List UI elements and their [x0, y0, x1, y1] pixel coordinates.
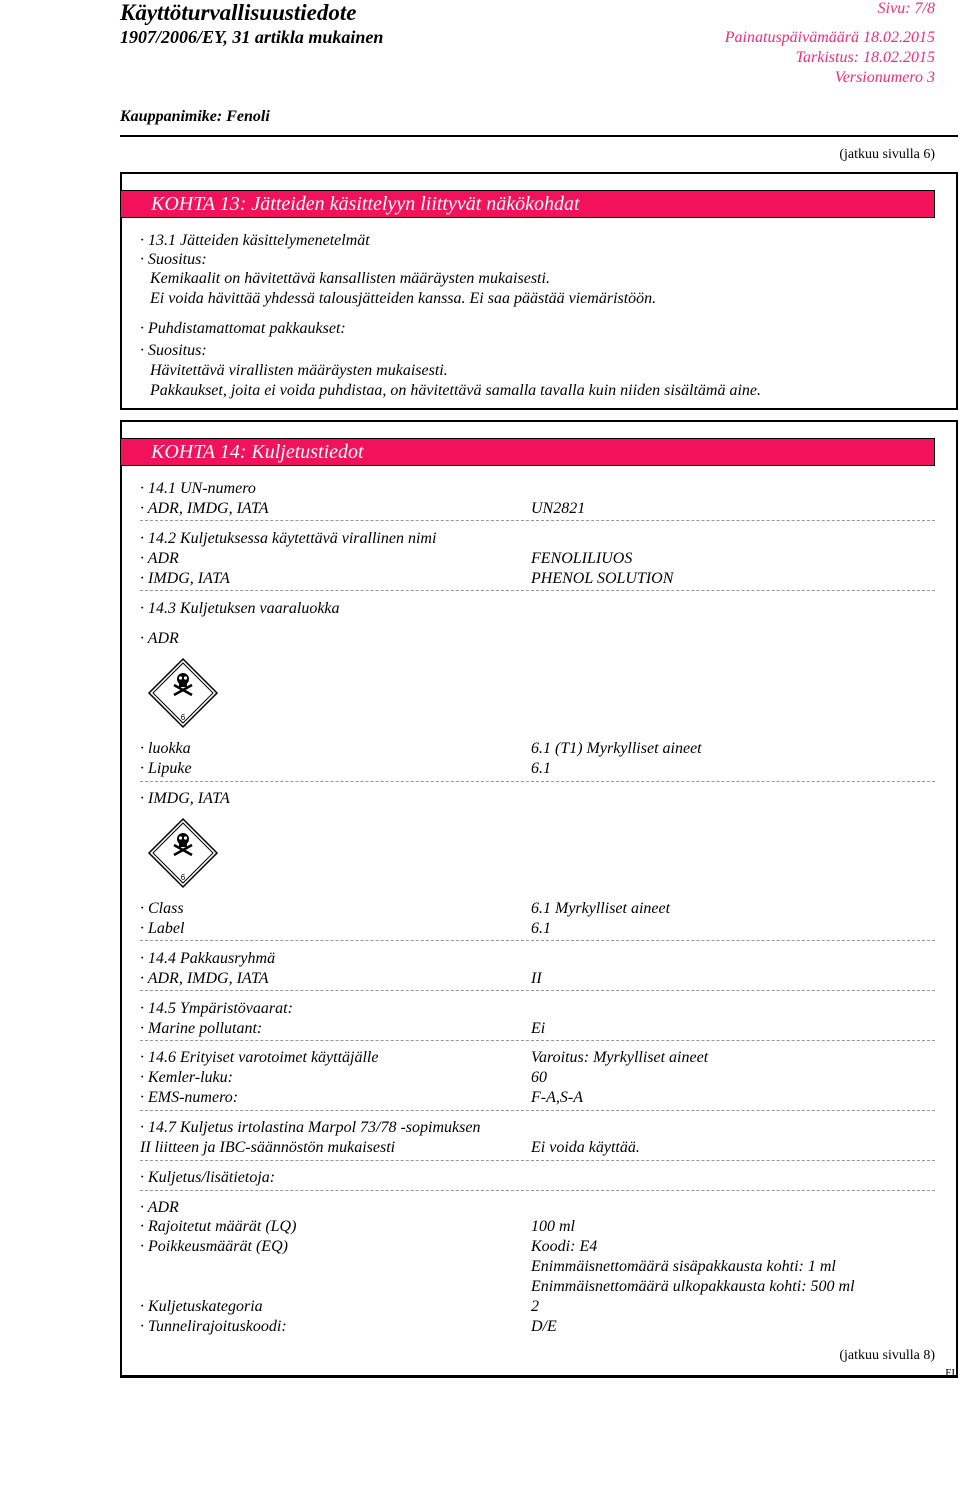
ems-value: F-A,S-A [531, 1089, 583, 1106]
hazard-class-heading: · 14.3 Kuljetuksen vaaraluokka [140, 600, 340, 617]
marine-pollutant-value: Ei [531, 1020, 546, 1037]
excepted-inner-max: Enimmäisnettomäärä sisäpakkausta kohti: 1 ml [531, 1258, 836, 1275]
continued-to: (jatkuu sivulla 8) [839, 1348, 935, 1363]
limited-quantities-label: · Rajoitetut määrät (LQ) [140, 1218, 297, 1235]
document-title: Käyttöturvallisuustiedote [120, 0, 357, 25]
divider [140, 1160, 935, 1161]
transport-category-label: · Kuljetuskategoria [140, 1298, 263, 1315]
section-14-header [120, 438, 935, 466]
divider [140, 1110, 935, 1111]
divider [140, 990, 935, 991]
imdg-label-label: · Label [140, 920, 185, 937]
transport-additional-heading: · Kuljetus/lisätietoja: [140, 1169, 276, 1186]
environmental-hazards-heading: · 14.5 Ympäristövaarat: [140, 1000, 293, 1017]
packing-group-heading: · 14.4 Pakkausryhmä [140, 950, 276, 967]
divider [140, 1190, 935, 1191]
footer-rule [120, 1376, 958, 1378]
recommendation-label: · Suositus: [140, 251, 207, 268]
continued-from: (jatkuu sivulla 6) [839, 147, 935, 162]
page-number: Sivu: 7/8 [877, 0, 935, 17]
imdg-class-label: · Class [140, 900, 184, 917]
waste-text-1: Kemikaalit on hävitettävä kansallisten määräysten mukaisesti. [150, 270, 550, 287]
imdg-label-value: 6.1 [531, 920, 551, 937]
bulk-transport-value: Ei voida käyttää. [531, 1139, 640, 1156]
section-13-header [120, 190, 935, 218]
shipping-name-imdg-value: PHENOL SOLUTION [531, 570, 674, 587]
shipping-name-heading: · 14.2 Kuljetuksessa käytettävä virallinen nimi [140, 530, 437, 547]
limited-quantities-value: 100 ml [531, 1218, 575, 1235]
bulk-transport-label-1: · 14.7 Kuljetus irtolastina Marpol 73/78 -sopimuksen [140, 1119, 481, 1136]
packing-group-label: · ADR, IMDG, IATA [140, 970, 269, 987]
tunnel-code-label: · Tunnelirajoituskoodi: [140, 1318, 287, 1335]
packaging-text-2: Pakkaukset, joita ei voida puhdistaa, on hävitettävä samalla tavalla kuin niiden sisältämä aine. [150, 382, 762, 399]
shipping-name-imdg-label: · IMDG, IATA [140, 570, 230, 587]
print-date: Painatuspäivämäärä 18.02.2015 [724, 29, 935, 46]
waste-text-2: Ei voida hävittää yhdessä talousjätteiden kanssa. Ei saa päästää viemäristöön. [150, 290, 657, 307]
toxic-pictogram-icon [147, 817, 219, 894]
un-number-label: · ADR, IMDG, IATA [140, 500, 269, 517]
toxic-pictogram-icon [147, 657, 219, 734]
divider [140, 590, 935, 591]
revision-date: Tarkistus: 18.02.2015 [795, 49, 935, 66]
shipping-name-adr-value: FENOLILIUOS [531, 550, 633, 567]
language-code: FI [945, 1367, 955, 1379]
adr-class-value: 6.1 (T1) Myrkylliset aineet [531, 740, 702, 757]
divider [140, 781, 935, 782]
adr-label-value: 6.1 [531, 760, 551, 777]
adr-heading: · ADR [140, 630, 179, 647]
imdg-class-value: 6.1 Myrkylliset aineet [531, 900, 671, 917]
extra-adr-heading: · ADR [140, 1199, 179, 1216]
special-precautions-value: Varoitus: Myrkylliset aineet [531, 1049, 709, 1066]
bulk-transport-label-2: II liitteen ja IBC-säännöstön mukaisesti [140, 1139, 396, 1156]
section-14-title: KOHTA 14: Kuljetustiedot [151, 441, 364, 463]
divider [140, 520, 935, 521]
header-rule [120, 135, 958, 137]
excepted-outer-max: Enimmäisnettomäärä ulkopakkausta kohti: 500 ml [531, 1278, 855, 1295]
transport-category-value: 2 [531, 1298, 539, 1315]
excepted-quantities-label: · Poikkeusmäärät (EQ) [140, 1238, 288, 1255]
ems-label: · EMS-numero: [140, 1089, 239, 1106]
section-13-title: KOHTA 13: Jätteiden käsittelyyn liittyvät näkökohdat [151, 193, 580, 215]
divider [140, 940, 935, 941]
svg-text:6: 6 [180, 873, 186, 882]
waste-methods-heading: · 13.1 Jätteiden käsittelymenetelmät [140, 232, 370, 249]
version-number: Versionumero 3 [834, 69, 935, 86]
uncleaned-packaging-heading: · Puhdistamattomat pakkaukset: [140, 320, 346, 337]
un-number-value: UN2821 [531, 500, 586, 517]
excepted-quantities-value: Koodi: E4 [531, 1238, 598, 1255]
adr-class-label: · luokka [140, 740, 191, 757]
packaging-text-1: Hävitettävä virallisten määräysten mukaisesti. [150, 362, 448, 379]
tunnel-code-value: D/E [531, 1318, 557, 1335]
regulation-reference: 1907/2006/EY, 31 artikla mukainen [120, 27, 384, 47]
un-number-heading: · 14.1 UN-numero [140, 480, 256, 497]
trade-name: Kauppanimike: Fenoli [120, 108, 270, 125]
kemler-label: · Kemler-luku: [140, 1069, 233, 1086]
imdg-heading: · IMDG, IATA [140, 790, 230, 807]
shipping-name-adr-label: · ADR [140, 550, 179, 567]
adr-label-label: · Lipuke [140, 760, 192, 777]
divider [140, 1040, 935, 1041]
special-precautions-label: · 14.6 Erityiset varotoimet käyttäjälle [140, 1049, 379, 1066]
marine-pollutant-label: · Marine pollutant: [140, 1020, 263, 1037]
svg-text:6: 6 [180, 713, 186, 722]
packaging-recommendation-label: · Suositus: [140, 342, 207, 359]
packing-group-value: II [531, 970, 542, 987]
kemler-value: 60 [531, 1069, 547, 1086]
